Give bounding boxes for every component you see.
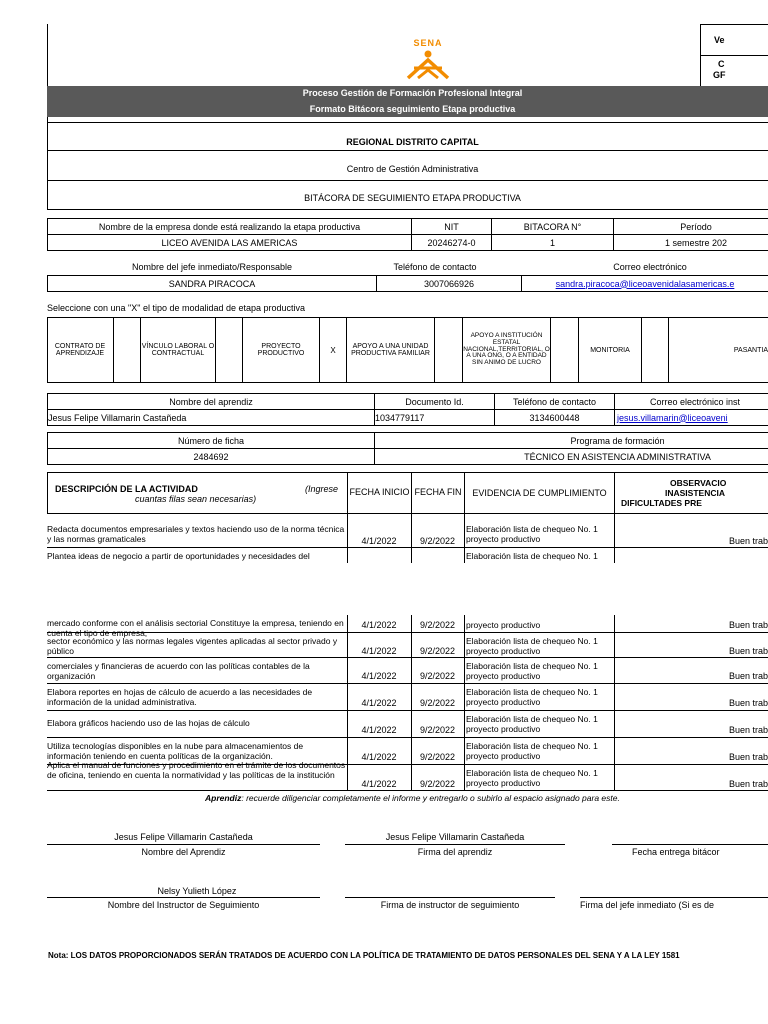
obs-header (614, 472, 768, 514)
row-start: 4/1/2022 (361, 671, 397, 681)
footer-note: Nota: LOS DATOS PROPORCIONADOS SERÁN TRATADOS DE ACUERDO CON LA POLÍTICA DE TRATAMIENTO DE DATOS PERSONALES DEL SENA Y A LA LEY 1581 (48, 951, 680, 960)
header-right-divider (700, 55, 768, 56)
bitacora-title: BITÁCORA DE SEGUIMIENTO ETAPA PRODUCTIVA (304, 193, 521, 203)
process-title: Proceso Gestión de Formación Profesional Integral (302, 88, 523, 98)
company-name-label: Nombre de la empresa donde está realizando la etapa productiva (47, 218, 412, 235)
apprentice-name: Jesus Felipe Villamarin Castañeda (47, 410, 375, 426)
row-evidence: proyecto productivo (466, 620, 541, 630)
apprentice-phone-label: Teléfono de contacto (495, 393, 615, 410)
bitacora-label: BITACORA N° (492, 218, 614, 235)
row-divider (47, 710, 768, 711)
row-start: 4/1/2022 (361, 725, 397, 735)
table-row: Redacta documentos empresariales y textos haciendo uso de la norma técnica y las normas gramaticales (47, 524, 345, 544)
row-end: 9/2/2022 (419, 725, 456, 735)
row-start: 4/1/2022 (361, 620, 397, 630)
row-divider (47, 683, 768, 684)
program-label: Programa de formación (375, 432, 768, 449)
modality-check-institucion[interactable] (551, 317, 579, 383)
code-label-line2: GF (713, 70, 726, 80)
row-obs: Buen trab (728, 725, 768, 735)
modality-check-monitoria[interactable] (642, 317, 669, 383)
signature-line (345, 897, 555, 898)
regional-label: REGIONAL DISTRITO CAPITAL (346, 137, 479, 147)
nit-label: NIT (412, 218, 492, 235)
row-evidence: Elaboración lista de chequeo No. 1 proyecto productivo (466, 687, 598, 707)
signature-line (47, 897, 320, 898)
row-evidence: Elaboración lista de chequeo No. 1 proyecto productivo (466, 524, 598, 544)
table-row: sector económico y las normas legales vigentes aplicadas al sector privado y público (47, 636, 338, 656)
modality-option-institucion: APOYO A INSTITUCIÓN ESTATAL NACIONAL,TERRITORIAL, O A UNA ONG, O A ENTIDAD SIN ANIMO DE LUCRO (463, 317, 551, 383)
modality-option-unidad-familiar: APOYO A UNA UNIDAD PRODUCTIVA FAMILIAR (347, 317, 435, 383)
row-obs: Buen trab (728, 646, 768, 656)
row-obs: Buen trab (728, 536, 768, 546)
row-evidence: Elaboración lista de chequeo No. 1 proyecto productivo (466, 768, 598, 788)
program-value: TÉCNICO EN ASISTENCIA ADMINISTRATIVA (375, 449, 768, 465)
desc-header-2: (Ingrese (305, 484, 339, 494)
table-row: mercado conforme con el análisis sectorial Constituye la empresa, teniendo en cuenta el tipo de empresa, (47, 618, 344, 638)
modality-check-contrato[interactable] (114, 317, 141, 383)
modality-check-unidad-familiar[interactable] (435, 317, 463, 383)
modality-option-contrato: CONTRATO DE APRENDIZAJE (47, 317, 114, 383)
apprentice-note (205, 793, 620, 803)
modality-prompt: Seleccione con una "X" el tipo de modalidad de etapa productiva (47, 303, 306, 313)
signature-line (612, 844, 768, 845)
apprentice-doc: 1034779117 (375, 410, 495, 426)
row-obs: Buen trab (728, 620, 768, 630)
row-start: 4/1/2022 (361, 536, 397, 546)
apprentice-name-sig: Jesus Felipe Villamarin Castañeda (114, 832, 253, 842)
row-evidence: Elaboración lista de chequeo No. 1 proyecto productivo (466, 636, 598, 656)
bitacora-number: 1 (492, 235, 614, 251)
row-divider (47, 657, 768, 658)
start-header: FECHA INICIO (347, 472, 411, 514)
table-row: comerciales y financieras de acuerdo con las políticas contables de la organización (47, 661, 310, 681)
instructor-name-label: Nombre del Instructor de Seguimiento (107, 900, 260, 910)
row-divider (47, 547, 768, 548)
obs-header-1: OBSERVACIO (670, 478, 727, 488)
row-start: 4/1/2022 (361, 698, 397, 708)
boss-signature-label: Firma del jefe inmediato (Si es de (580, 900, 715, 910)
modality-option-monitoria: MONITORIA (579, 317, 642, 383)
apprentice-doc-label: Documento Id. (375, 393, 495, 410)
modality-option-vinculo: VÍNCULO LABORAL O CONTRACTUAL (141, 317, 216, 383)
apprentice-email-link[interactable]: jesus.villamarin@liceoaveni (615, 410, 768, 426)
boss-email-label: Correo electrónico (613, 261, 687, 272)
row-end: 9/2/2022 (419, 536, 456, 546)
row-divider (47, 632, 768, 633)
modality-check-proyecto[interactable]: X (320, 317, 347, 383)
end-header: FECHA FIN (411, 472, 464, 514)
row-evidence: Elaboración lista de chequeo No. 1 proyecto productivo (466, 661, 598, 681)
sena-logo (404, 38, 452, 82)
modality-option-proyecto: PROYECTO PRODUCTIVO (243, 317, 320, 383)
sena-logo-text: SENA (413, 38, 443, 48)
row-end: 9/2/2022 (419, 671, 456, 681)
boss-email-link[interactable]: sandra.piracoca@liceoavenidalasamericas.e (522, 275, 768, 292)
boss-phone-label: Teléfono de contacto (393, 261, 477, 272)
row-end: 9/2/2022 (419, 698, 456, 708)
ficha-value: 2484692 (47, 449, 375, 465)
ficha-label: Número de ficha (47, 432, 375, 449)
row-obs: Buen trab (728, 779, 768, 789)
obs-header-2: INASISTENCIA (665, 488, 725, 498)
row-end: 9/2/2022 (419, 620, 456, 630)
instructor-name: Nelsy Yulieth López (157, 886, 237, 896)
table-row: Elabora gráficos haciendo uso de las hojas de cálculo (47, 718, 250, 728)
signature-line (47, 844, 320, 845)
apprentice-email-label: Correo electrónico inst (615, 393, 768, 410)
modality-check-vinculo[interactable] (216, 317, 243, 383)
table-row: Plantea ideas de negocio a partir de oportunidades y necesidades del (47, 551, 310, 561)
apprentice-signature-label: Firma del aprendiz (417, 847, 493, 857)
sena-logo-icon (404, 48, 452, 82)
boss-name: SANDRA PIRACOCA (47, 275, 377, 292)
signature-line (345, 844, 565, 845)
table-row: Elabora reportes en hojas de cálculo de acuerdo a las necesidades de información de la unidad administrativa. (47, 687, 313, 707)
apprentice-name-label: Nombre del aprendiz (47, 393, 375, 410)
row-start: 4/1/2022 (361, 646, 397, 656)
delivery-date-label: Fecha entrega bitácor (632, 847, 720, 857)
company-name: LICEO AVENIDA LAS AMERICAS (47, 235, 412, 251)
row-end: 9/2/2022 (419, 646, 456, 656)
period-label: Período (614, 218, 768, 235)
desc-header-3: cuantas filas sean necesarias) (135, 494, 257, 504)
modality-option-pasantia: PASANTIA (733, 346, 768, 354)
instructor-signature-label: Firma de instructor de seguimiento (380, 900, 520, 910)
evidence-header: EVIDENCIA DE CUMPLIMIENTO (464, 472, 614, 514)
activities-desc-header (47, 472, 347, 514)
boss-label: Nombre del jefe inmediato/Responsable (131, 261, 293, 272)
version-label: Ve (714, 35, 725, 45)
table-row: Aplica el manual de funciones y procedimiento en el trámite de los documentos de oficina, teniendo en cuenta la normatividad y las políticas de la institución (47, 760, 346, 780)
row-evidence: Elaboración lista de chequeo No. 1 proyecto productivo (466, 741, 598, 761)
row-evidence: Elaboración lista de chequeo No. 1 proyecto productivo (466, 714, 598, 734)
divider (47, 209, 768, 210)
apprentice-note-bold: Aprendiz (205, 793, 242, 803)
nit-value: 20246274-0 (412, 235, 492, 251)
table-row: Utiliza tecnologías disponibles en la nube para almacenamientos de información teniendo en cuenta políticas de la organización. (47, 741, 304, 761)
apprentice-note-text: : recuerde diligenciar completamente el informe y entregarlo o subirlo al espacio asignado para este. (241, 793, 620, 803)
divider (47, 180, 768, 181)
apprentice-phone: 3134600448 (495, 410, 615, 426)
row-evidence: Elaboración lista de chequeo No. 1 (466, 551, 598, 561)
apprentice-name-label: Nombre del Aprendiz (141, 847, 226, 857)
row-end: 9/2/2022 (419, 779, 456, 789)
row-start: 4/1/2022 (361, 779, 397, 789)
row-start: 4/1/2022 (361, 752, 397, 762)
signature-line (580, 897, 768, 898)
center-label: Centro de Gestión Administrativa (346, 164, 479, 174)
divider (47, 150, 768, 151)
boss-phone: 3007066926 (377, 275, 522, 292)
row-divider (47, 737, 768, 738)
apprentice-signature: Jesus Felipe Villamarin Castañeda (385, 832, 525, 842)
row-obs: Buen trab (728, 698, 768, 708)
format-title: Formato Bitácora seguimiento Etapa productiva (309, 104, 516, 114)
obs-header-3: DIFICULTADES PRE (621, 498, 702, 508)
blank-gap (47, 563, 768, 615)
row-obs: Buen trab (728, 671, 768, 681)
row-end: 9/2/2022 (419, 752, 456, 762)
desc-header-1: DESCRIPCIÓN DE LA ACTIVIDAD (55, 484, 198, 494)
period-value: 1 semestre 202 (614, 235, 768, 251)
col-line (464, 514, 465, 790)
row-divider (47, 790, 768, 791)
row-obs: Buen trab (728, 752, 768, 762)
code-label-line1: C (718, 59, 725, 69)
